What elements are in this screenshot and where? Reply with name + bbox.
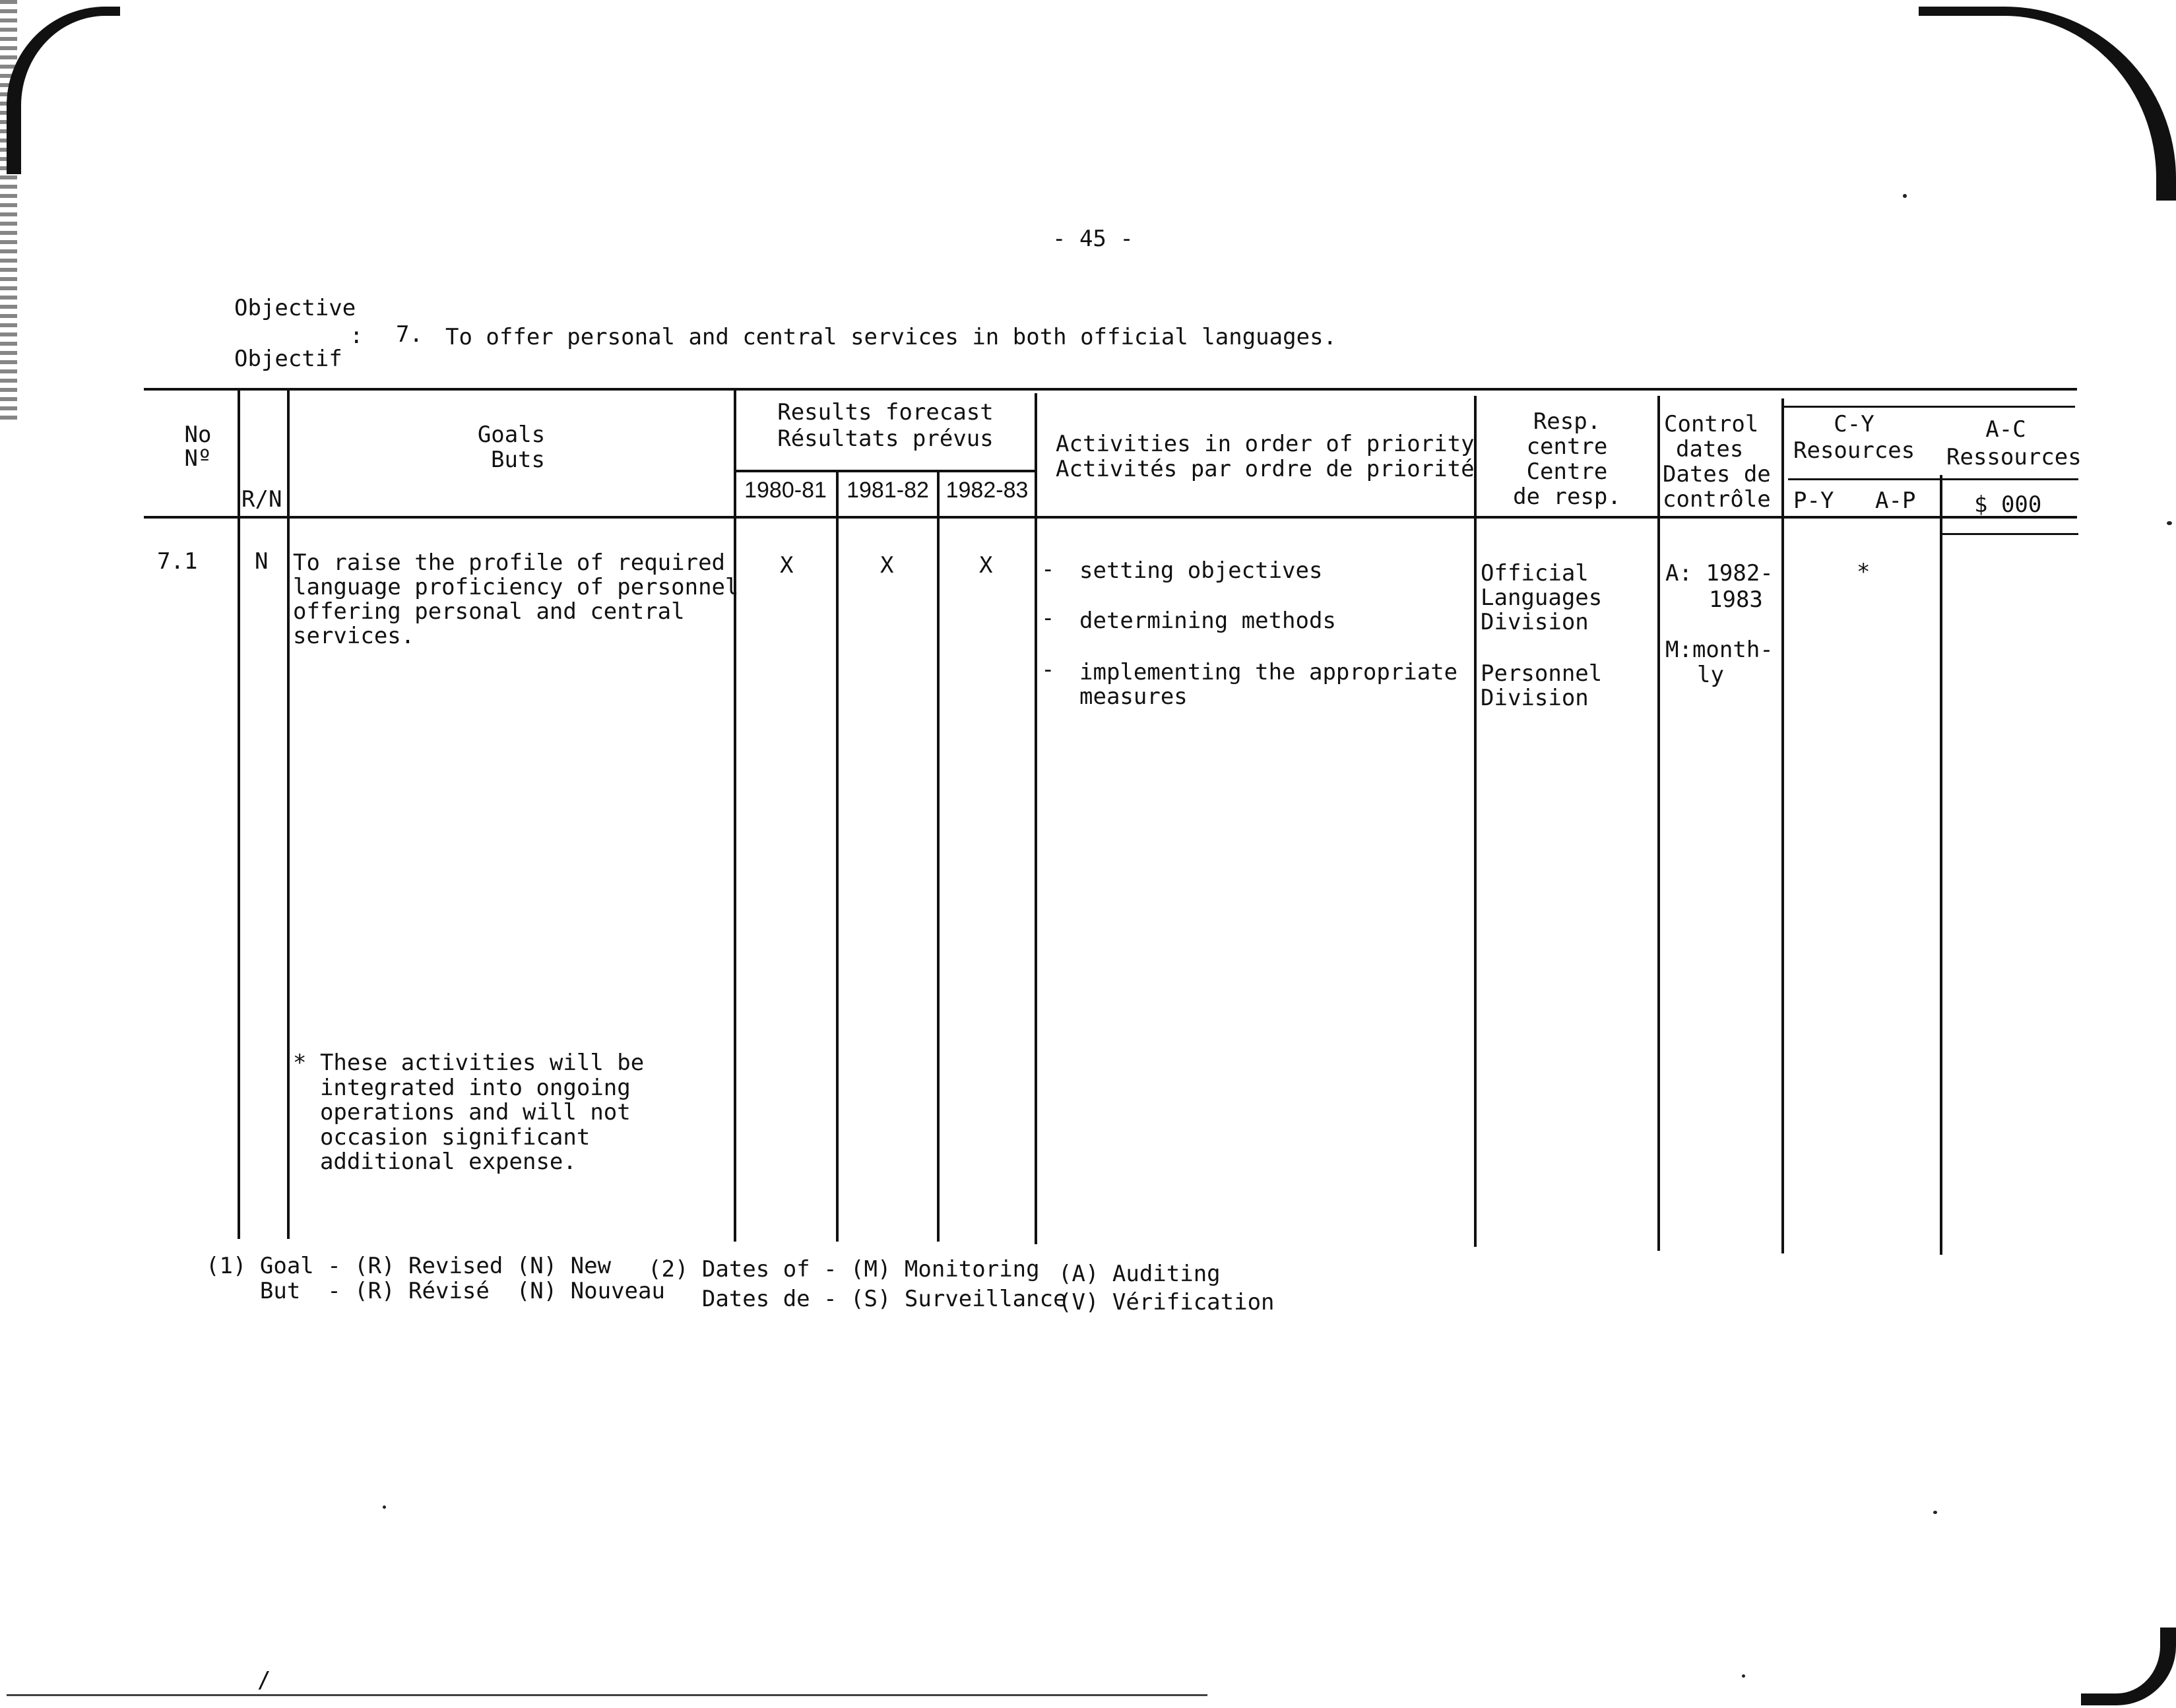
header-no-en: No [184,422,212,448]
header-year-1982: 1982-83 [945,478,1029,503]
bottom-mark: / [257,1667,271,1693]
objective-label-en: Objective [234,295,356,321]
result-mark-1981: X [880,552,894,579]
activity-dash: - [1041,556,1055,583]
footnote-dates-fr: Dates de - (S) Surveillance [648,1286,1067,1312]
scan-corner-top-right [1919,7,2176,201]
footnote-goal-fr: But - (R) Révisé (N) Nouveau [206,1278,665,1304]
scan-edge-left [0,0,17,422]
goal-line: offering personal and central [293,598,685,625]
header-no-fr: Nº [184,445,212,472]
table-right-rule [1940,533,2078,535]
scan-speck [2167,521,2172,525]
header-resp-2: centre [1526,433,1608,460]
objective-number: 7. [396,321,423,348]
result-mark-1982: X [979,552,993,579]
control-line: M:month- [1665,637,1774,663]
header-resp-4: de resp. [1513,484,1621,510]
resp-line: Languages [1481,585,1603,611]
col-rule-goals [734,391,736,1242]
goal-line: To raise the profile of required [293,550,726,576]
header-goals-fr: Buts [491,447,545,473]
col-rule-resp [1657,396,1660,1251]
col-rule-year2 [937,470,940,1242]
control-line: ly [1697,662,1724,688]
row-rn: N [255,548,269,575]
activity-dash: - [1041,656,1055,683]
header-resp-1: Resp. [1533,408,1601,435]
header-activities-en: Activities in order of priority [1056,431,1475,457]
header-dollars: $ 000 [1974,491,2042,518]
table-top-rule [144,388,2077,391]
table-header-bottom-rule [144,516,2077,519]
goal-line: services. [293,623,415,649]
page-number: - 45 - [1052,226,1134,252]
resp-line: Division [1481,685,1589,711]
note-line: integrated into ongoing [293,1075,631,1101]
header-year-1980: 1980-81 [744,478,827,503]
scan-speck [1903,194,1907,198]
header-control-1: Control [1664,411,1759,437]
footnote-dates-en: (2) Dates of - (M) Monitoring [648,1256,1040,1282]
footnote-goal-en: (1) Goal - (R) Revised (N) New [206,1253,612,1279]
resources-asterisk: * [1857,559,1871,585]
scan-corner-bottom-right [2081,1628,2176,1705]
header-cy: C-Y [1834,411,1874,437]
footnote-verification: (V) Vérification [1058,1289,1275,1315]
py-header-rule [1788,478,2078,480]
years-header-rule [734,470,1037,472]
header-control-4: contrôle [1663,486,1771,513]
activity-item: setting objectives [1079,557,1323,584]
resp-line: Personnel [1481,660,1603,687]
resp-line: Division [1481,609,1589,635]
header-resp-3: Centre [1526,459,1608,485]
col-rule-control [1781,398,1784,1253]
scan-corner-top-left [7,7,120,174]
control-line: A: 1982- [1665,560,1774,586]
header-control-2: dates [1676,436,1744,462]
header-ac-ressources: Ressources [1946,444,2082,470]
scan-speck [1933,1511,1937,1514]
header-activities-fr: Activités par ordre de priorité [1056,456,1475,482]
objective-colon: : [350,323,364,349]
header-results-en: Results forecast [777,399,994,426]
activity-item: determining methods [1079,608,1336,634]
footnote-auditing: (A) Auditing [1058,1261,1221,1287]
goal-line: language proficiency of personnel [293,574,739,600]
col-rule-activities [1474,396,1477,1247]
header-goals-en: Goals [477,422,546,448]
header-ac: A-C [1985,416,2026,443]
header-ap: A-P [1875,488,1916,514]
col-rule-py [1940,475,1942,1255]
note-line: operations and will not [293,1099,631,1125]
note-line: occasion significant [293,1124,591,1151]
control-line: 1983 [1709,586,1763,613]
header-cy-resources: Resources [1793,437,1915,464]
row-number: 7.1 [157,548,198,575]
activity-item-continued: measures [1079,683,1188,710]
note-line: * These activities will be [293,1050,645,1076]
header-control-3: Dates de [1663,461,1771,488]
objective-text: To offer personal and central services in both official languages. [445,324,1337,350]
activity-dash: - [1041,605,1055,631]
result-mark-1980: X [780,552,794,579]
col-rule-no [238,388,240,1239]
scan-speck [1742,1674,1745,1678]
table-resources-rule [1781,406,2075,408]
header-year-1981: 1981-82 [847,478,929,503]
col-rule-year1 [836,470,839,1242]
activity-item: implementing the appropriate [1079,659,1458,685]
note-line: additional expense. [293,1149,577,1175]
header-rn: R/N [241,486,282,513]
col-rule-rn [287,388,290,1239]
objective-label-fr: Objectif [234,346,342,372]
resp-line: Official [1481,560,1589,586]
scan-bottom-rule [7,1694,1207,1696]
col-rule-results [1035,393,1037,1244]
header-results-fr: Résultats prévus [777,426,994,452]
header-py: P-Y [1793,488,1834,514]
scan-speck [383,1505,386,1509]
